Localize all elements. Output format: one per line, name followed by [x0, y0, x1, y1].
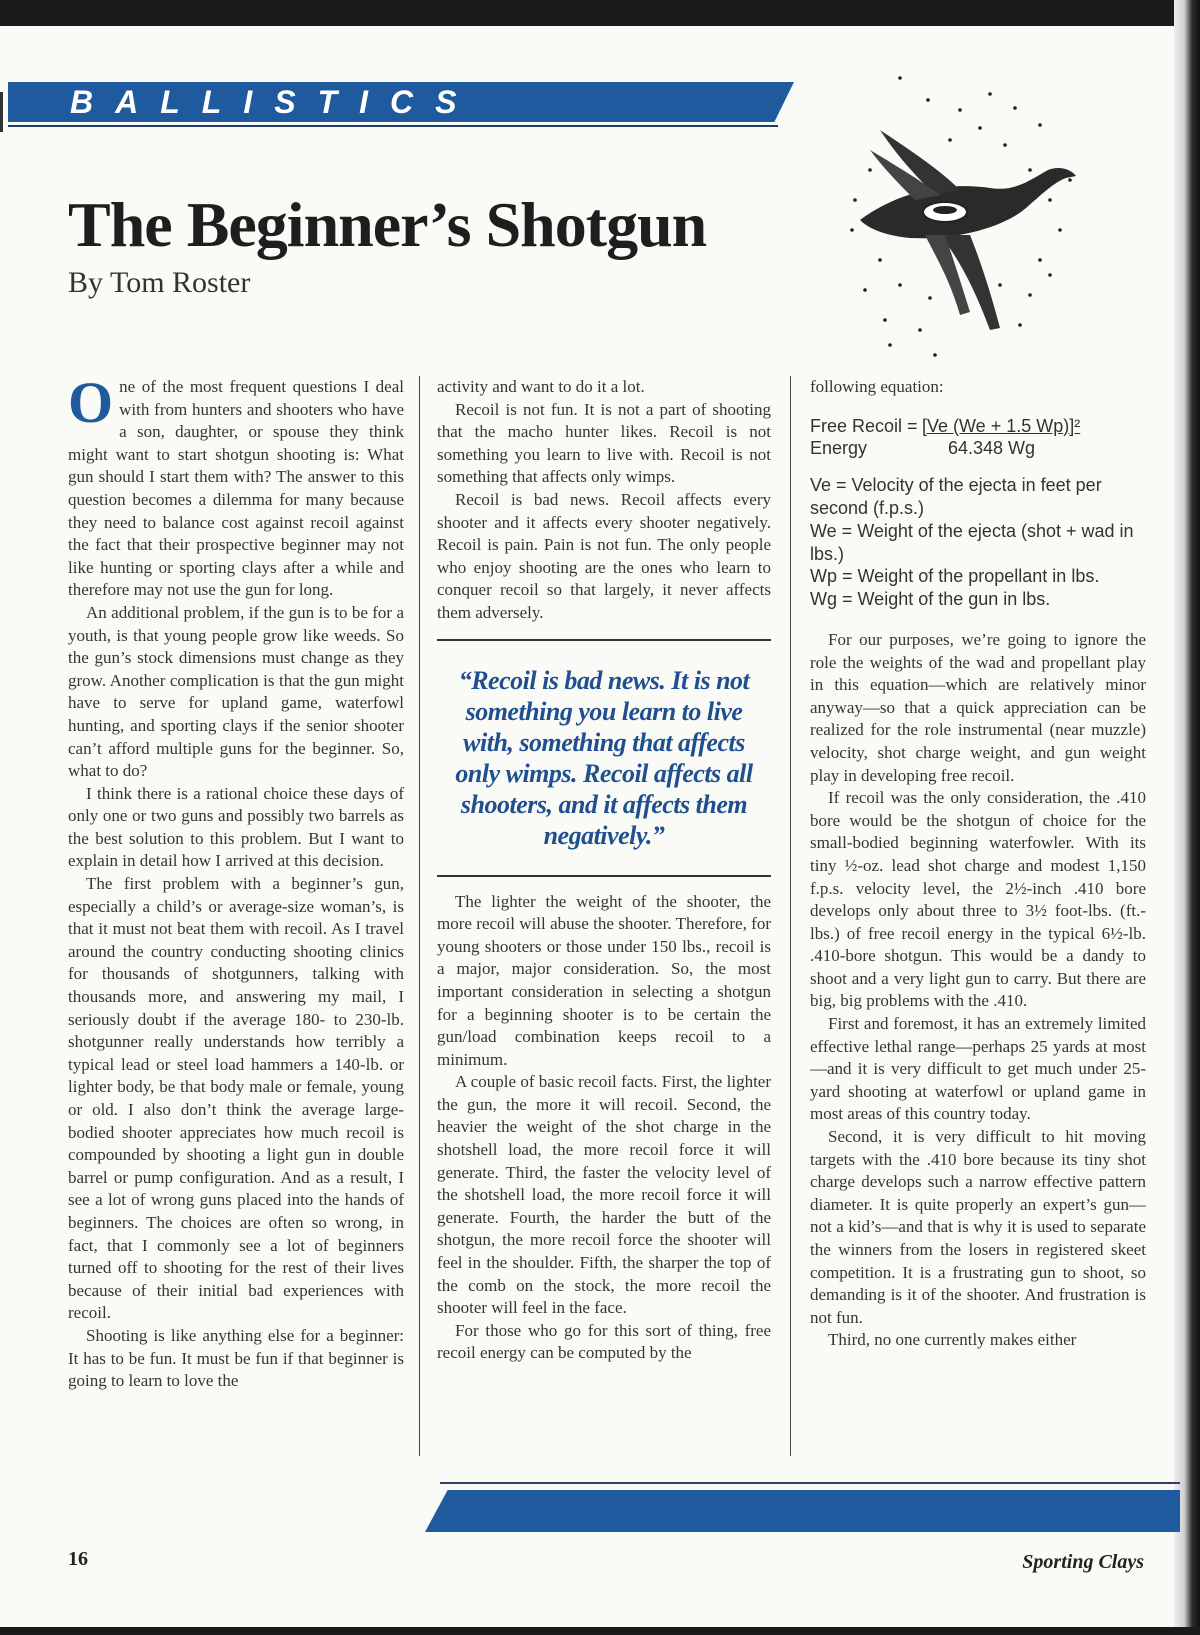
- variable-definitions: [810, 474, 1146, 611]
- left-margin-rule: [0, 92, 3, 132]
- equation-label: Energy: [810, 438, 868, 459]
- footer-band: [425, 1490, 1180, 1532]
- equation-label: Free Recoil =: [810, 415, 918, 436]
- definition: Ve = Velocity of the ejecta in feet per second (f.p.s.): [810, 475, 1102, 518]
- scan-bottom-border: [0, 1627, 1200, 1635]
- paragraph: Shooting is like anything else for a beginner: It has to be fun. It must be fun if that beginner is going to learn to love the: [68, 1325, 404, 1391]
- column-1: [68, 370, 404, 1393]
- recoil-equation: [810, 415, 1146, 611]
- magazine-name: Sporting Clays: [1022, 1551, 1144, 1573]
- paragraph: One of the most frequent questions I deal with from hunters and shooters who have a son, daughter, or spouse they think might want to start shotgun shooting is: What gun should I start them with? The answer to this question becomes a dilemma for many because they need to balance cost against recoil against the fact that their prospective beginner may not like hunting or sporting clays after a while and therefore may not use the gun for long.: [68, 370, 404, 600]
- paragraph: following equation:: [810, 377, 944, 396]
- drop-cap: O: [68, 370, 114, 435]
- paragraph: Third, no one currently makes either: [828, 1330, 1077, 1350]
- footer-rule: [440, 1482, 1180, 1484]
- section-rule: [8, 125, 778, 127]
- paragraph: Recoil is bad news. Recoil affects every shooter and it affects every shooter negatively. Recoil is pain. Pain is not fun. The only people who enjoy shooting are the ones who learn to conquer recoil so that largely, it never affects them adversely.: [437, 489, 771, 622]
- page-number: 16: [68, 1548, 88, 1570]
- paragraph: Recoil is not fun. It is not a part of shooting that the macho hunter likes. Recoil is not something you learn to live with. Recoil is not something that affects only wimps.: [437, 399, 771, 487]
- paragraph: A couple of basic recoil facts. First, the lighter the gun, the more it will recoil. Second, the heavier the weight of the shot charge in the shotshell load, the more recoil force it will generate. Third, the faster the velocity level of the shotshell load, the more recoil force it will generate. Fourth, the harder the butt of the shotgun, the more recoil force the shooter will feel in the shoulder. Fifth, the sharper the top of the comb on the stock, the more recoil the shooter will feel in the face.: [437, 1072, 771, 1318]
- definition: We = Weight of the ejecta (shot + wad in lbs.): [810, 520, 1134, 564]
- goose-with-clay-target-icon: [840, 70, 1110, 360]
- pullquote: “Recoil is bad news. It is not something you learn to live with, something that affects only wimps. Recoil affects all shooters, and it affects them negatively.”: [455, 665, 753, 850]
- pullquote-rule: [437, 875, 771, 877]
- paragraph: The first problem with a beginner’s gun, especially a child’s or average-size woman’s, is that it must not beat them with recoil. As I travel around the country conducting shooting clinics for thousands of shotgunners, talking with thousands more, and answering my mail, I seriously doubt if the average 180- to 230-lb. shotgunner really understands how terribly a typical lead or steel load hammers a 140-lb. or lighter body, be that body male or female, young or old. I also don’t think the average large-bodied shooter appreciates how much recoil is compounded by shooting a light gun in double barrel or pump configuration. And as a result, I see a lot of wrong guns placed into the hands of beginners. The choices are often so wrong, in fact, that I commonly see a lot of beginners turned off to shooting for the rest of their lives because of their initial bad experiences with recoil.: [68, 874, 404, 1323]
- column-3: [810, 376, 1146, 1352]
- definition: Wp = Weight of the propellant in lbs.: [810, 566, 1100, 587]
- equation-denominator: 64.348 Wg: [948, 438, 1036, 459]
- section-label: BALLISTICS: [70, 84, 479, 120]
- paragraph: activity and want to do it a lot.: [437, 377, 645, 396]
- paragraph: The lighter the weight of the shooter, the more recoil will abuse the shooter. Therefore, for young shooters or those under 150 lbs., recoil is a major, major consideration. So, the most important consideration in selecting a shotgun for a beginning shooter is to be certain the gun/load combination keeps recoil to a minimum.: [437, 891, 771, 1069]
- column-divider: [790, 376, 791, 1456]
- scan-binding-edge: [1174, 0, 1200, 1635]
- paragraph: First and foremost, it has an extremely limited effective lethal range—perhaps 25 yards at most—and it is very difficult to get much under 25-yard shooting at waterfowl or upland game in most areas of this country today.: [810, 1014, 1146, 1124]
- paragraph: For our purposes, we’re going to ignore the role the weights of the wad and propellant play in this equation—which are relatively minor anyway—so that a quick appreciation can be realized for the role instrumental (near muzzle) velocity, shot charge weight, and gun weight play in developing free recoil.: [810, 629, 1146, 785]
- paragraph: For those who go for this sort of thing, free recoil energy can be computed by the: [437, 1320, 771, 1363]
- scan-top-border: [0, 0, 1200, 26]
- column-2: [437, 376, 771, 1365]
- paragraph: Second, it is very difficult to hit moving targets with the .410 bore because its tiny shot charge develops such a narrow effective pattern diameter. It is quite properly an expert’s gun—not a kid’s—and that is why it is used to separate the winners from the losers in registered skeet competition. It is a frustrating gun to shoot, so demanding is it of the shooter. And frustration is not fun.: [810, 1127, 1146, 1327]
- paragraph: An additional problem, if the gun is to be for a youth, is that young people grow like weeds. So the gun’s stock dimensions must change as they grow. Another complication is that the gun might have to serve for upland game, waterfowl hunting, and sporting clays if the senior shooter can’t afford multiple guns for the beginner. So, what to do?: [68, 602, 404, 781]
- definition: Wg = Weight of the gun in lbs.: [810, 589, 1051, 610]
- article-title: The Beginner’s Shotgun: [68, 189, 707, 260]
- byline: By Tom Roster: [68, 266, 251, 299]
- column-divider: [419, 376, 420, 1456]
- pullquote-rule: [437, 639, 771, 641]
- paragraph: I think there is a rational choice these days of only one or two guns and possibly two barrels as the best solution to this problem. But I want to explain in detail how I arrived at this decision.: [68, 783, 404, 871]
- equation-numerator: [Ve (We + 1.5 Wp)]²: [922, 415, 1081, 436]
- paragraph: If recoil was the only consideration, the .410 bore would be the shotgun of choice for the small-bodied beginning waterfowler. With its tiny ½-oz. lead shot charge and modest 1,150 f.p.s. velocity level, the 2½-inch .410 bore develops only about three to 3½ foot-lbs. (ft.-lbs.) of free recoil energy in the typical 6½-lb. .410-bore shotgun. This would be a dandy to shoot and a very light gun to carry. But there are big, big problems with the .410.: [810, 788, 1146, 1011]
